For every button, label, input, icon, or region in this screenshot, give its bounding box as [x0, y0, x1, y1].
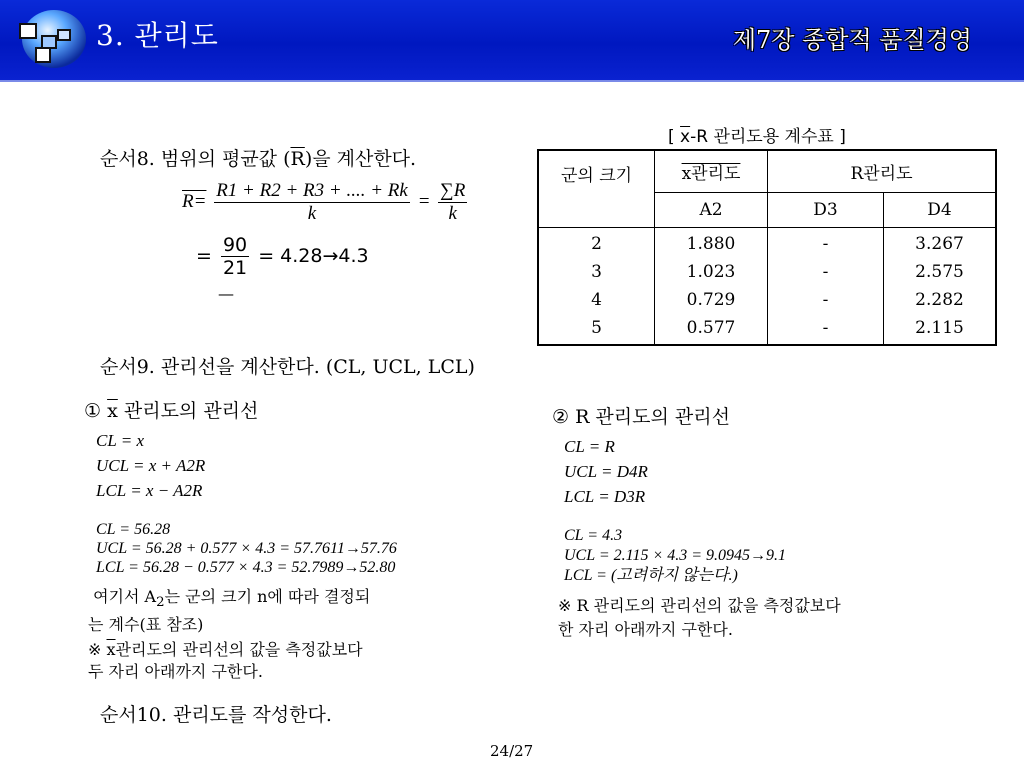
right-calculations — [564, 526, 786, 586]
left-note1-line2: 는 계수(표 참조) — [88, 615, 204, 635]
page-title: 3. 관리도 — [96, 19, 219, 52]
col-d4 — [884, 227, 997, 345]
rbar-sum-numerator: ∑R — [440, 180, 466, 201]
note1-sub: 2 — [156, 595, 165, 611]
table-cell: 1.023 — [686, 261, 736, 282]
note2-x: $\overline{x}$ — [106, 640, 116, 659]
rbar-value-denominator: 21 — [222, 257, 248, 279]
table-title — [668, 122, 846, 147]
chapter-title: 제7장 종합적 품질경영 — [732, 26, 972, 54]
left-lcl-formula: LCL = x − A2R — [96, 481, 203, 500]
rbar-denominator: k — [307, 203, 317, 224]
left-lcl-value: LCL = 56.28 − 0.577 × 4.3 = 52.7989→52.80 — [96, 559, 396, 576]
note1-a: 여기서 A — [93, 587, 157, 606]
coefficient-table — [537, 149, 997, 346]
table-cell: - — [822, 317, 829, 338]
rbar-fraction — [214, 180, 410, 225]
left-ucl-formula: UCL = x + A2R — [96, 456, 206, 475]
table-cell: 0.729 — [686, 289, 736, 310]
table-cell: 0.577 — [686, 317, 736, 338]
left-heading — [84, 396, 258, 423]
right-ucl-formula: UCL = D4R — [564, 462, 648, 481]
rbar-lhs: R= — [182, 190, 207, 212]
globe-logo-icon — [14, 8, 88, 70]
right-lcl-value: LCL = (고려하지 않는다.) — [564, 567, 738, 584]
sub-d3 — [768, 192, 884, 227]
table-cell: 4 — [591, 289, 602, 310]
left-note2 — [88, 639, 363, 683]
rbar-eq2: = — [196, 245, 212, 267]
right-note — [558, 594, 841, 642]
slide-header — [0, 0, 1024, 80]
left-ucl-value: UCL = 56.28 + 0.577 × 4.3 = 57.7611→57.76 — [96, 540, 397, 557]
sub-d4 — [884, 192, 997, 227]
table-title-x: $\overline{x}$ — [680, 127, 691, 147]
left-note1 — [88, 586, 468, 636]
note2-mark: ※ — [88, 640, 102, 659]
step9-text: 순서9. 관리선을 계산한다. (CL, UCL, LCL) — [100, 356, 475, 378]
page-number: 24/27 — [490, 742, 534, 760]
rbar-formula-line2 — [196, 234, 369, 279]
table-title-prefix: [ — [668, 127, 681, 147]
right-heading: ② R 관리도의 관리선 — [552, 406, 730, 428]
table-cell: 3 — [591, 261, 602, 282]
table-cell: 1.880 — [686, 233, 736, 254]
table-cell: 2.575 — [915, 261, 964, 282]
table-cell: - — [822, 289, 829, 310]
col-a2 — [655, 227, 768, 345]
step8-prefix: 순서8. 범위의 평균값 ( — [100, 148, 291, 170]
rbar-value-fraction — [221, 234, 249, 279]
left-cl-value: CL = 56.28 — [96, 521, 171, 538]
note1-b: 는 군의 크기 n에 따라 결정되 — [164, 587, 371, 606]
table-title-suffix: -R 관리도용 계수표 ] — [690, 127, 846, 147]
header-r-chart: R관리도 — [768, 150, 997, 192]
step8-text — [100, 144, 416, 171]
col-sizes — [538, 227, 655, 345]
rbar-numerator: R1 + R2 + R3 + .... + Rk — [216, 180, 408, 201]
table-cell: 2.282 — [915, 289, 964, 310]
left-note1-line1 — [88, 586, 468, 614]
sub-d3-label: D3 — [813, 199, 838, 220]
rbar-formula-line1 — [182, 180, 470, 225]
right-note-line2: 한 자리 아래까지 구한다. — [558, 620, 733, 639]
left-note2-line2: 두 자리 아래까지 구한다. — [88, 662, 263, 681]
left-heading-rest: 관리도의 관리선 — [123, 400, 259, 422]
rbar-dash: — — [218, 284, 234, 303]
col-d3 — [768, 227, 884, 345]
table-cell: 2.115 — [915, 317, 964, 338]
step8-suffix: )을 계산한다. — [304, 148, 417, 170]
left-cl-formula: CL = x — [96, 431, 145, 450]
right-formulas — [564, 434, 648, 509]
table-cell: 5 — [591, 317, 602, 338]
left-heading-num: ① — [84, 400, 102, 422]
left-heading-x: $\overline{x}$ — [107, 400, 118, 422]
rbar-result: = 4.28→4.3 — [258, 245, 369, 267]
rbar-value-numerator: 90 — [222, 234, 248, 256]
right-ucl-value: UCL = 2.115 × 4.3 = 9.0945→9.1 — [564, 547, 787, 564]
right-cl-formula: CL = R — [564, 437, 615, 456]
table-cell: 3.267 — [915, 233, 964, 254]
sub-a2 — [655, 192, 768, 227]
sub-d4-label: D4 — [927, 199, 952, 220]
step10-text: 순서10. 관리도를 작성한다. — [100, 704, 332, 726]
table-cell: 2 — [591, 233, 602, 254]
r-bar-symbol: $\overline{R}$ — [290, 148, 305, 170]
left-formulas — [96, 428, 205, 503]
right-note-line1: ※ R 관리도의 관리선의 값을 측정값보다 — [558, 596, 841, 615]
rbar-sum-denominator: k — [448, 203, 457, 224]
note2-a: 관리도의 관리선의 값을 측정값보다 — [115, 640, 363, 659]
table-cell: - — [822, 261, 829, 282]
rbar-sum-fraction — [438, 180, 467, 225]
header-group-size: 군의 크기 — [538, 150, 655, 227]
table-cell: - — [822, 233, 829, 254]
header-x-chart — [655, 150, 768, 192]
rbar-eq: = — [417, 190, 431, 212]
left-calculations — [96, 520, 397, 577]
header-x-chart-label: x관리도 — [681, 163, 741, 184]
right-cl-value: CL = 4.3 — [564, 527, 623, 544]
sub-a2-label: A2 — [699, 199, 723, 220]
left-note2-line1 — [88, 639, 363, 661]
right-lcl-formula: LCL = D3R — [564, 487, 646, 506]
